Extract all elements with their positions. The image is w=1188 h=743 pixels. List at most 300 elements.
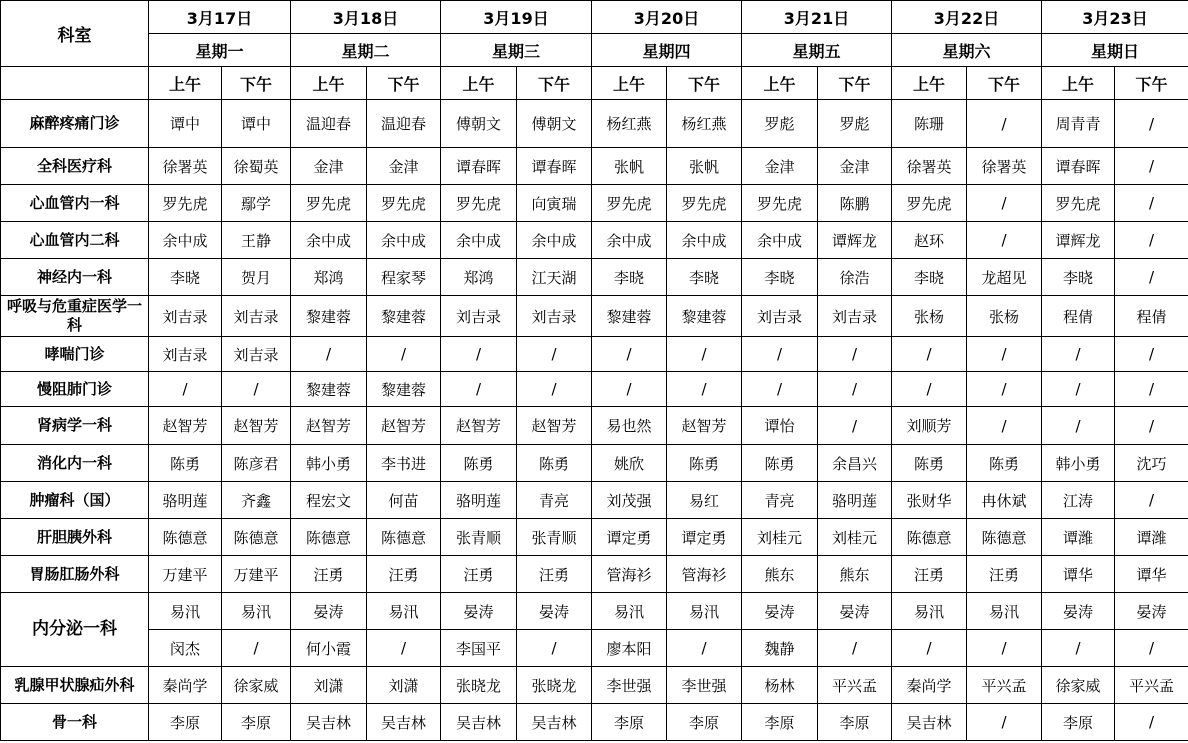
doctor-cell: /: [1115, 372, 1188, 407]
doctor-cell: 王静: [222, 222, 291, 259]
doctor-cell: 晏涛: [441, 593, 517, 630]
doctor-cell: 黎建蓉: [291, 372, 367, 407]
table-row: [1, 630, 1188, 667]
doctor-cell: /: [967, 372, 1042, 407]
doctor-cell: 陈勇: [667, 445, 742, 482]
doctor-cell: /: [291, 337, 367, 372]
doctor-cell: 程宏文: [291, 482, 367, 519]
doctor-cell: 谭春晖: [441, 148, 517, 185]
doctor-cell: 刘顺芳: [892, 407, 967, 445]
pm-header: 下午: [667, 67, 742, 100]
doctor-cell: /: [1042, 407, 1115, 445]
doctor-cell: 易汛: [149, 593, 222, 630]
doctor-cell: 刘桂元: [818, 519, 892, 556]
doctor-cell: /: [149, 372, 222, 407]
doctor-cell: 谭春晖: [1042, 148, 1115, 185]
weekday-header: 星期四: [592, 34, 742, 67]
doctor-cell: 姚欣: [592, 445, 667, 482]
doctor-cell: 晏涛: [291, 593, 367, 630]
doctor-cell: /: [367, 337, 441, 372]
pm-header: 下午: [517, 67, 592, 100]
doctor-cell: 陈勇: [441, 445, 517, 482]
doctor-cell: 张杨: [967, 296, 1042, 337]
doctor-cell: 何苗: [367, 482, 441, 519]
doctor-cell: 刘吉录: [441, 296, 517, 337]
doctor-cell: /: [667, 372, 742, 407]
doctor-cell: 韩小勇: [1042, 445, 1115, 482]
doctor-cell: 汪勇: [967, 556, 1042, 593]
doctor-cell: 赵智芳: [149, 407, 222, 445]
doctor-cell: /: [517, 630, 592, 667]
doctor-cell: 张晓龙: [517, 667, 592, 704]
doctor-cell: 刘吉录: [742, 296, 818, 337]
dept-name-cell: 心血管内二科: [1, 222, 149, 259]
doctor-cell: 张青顺: [441, 519, 517, 556]
doctor-cell: 周青青: [1042, 100, 1115, 148]
doctor-cell: 易汛: [367, 593, 441, 630]
doctor-cell: 余中成: [367, 222, 441, 259]
doctor-cell: 晏涛: [1115, 593, 1188, 630]
doctor-cell: 金津: [291, 148, 367, 185]
doctor-cell: 熊东: [818, 556, 892, 593]
table-row: [1, 337, 1188, 372]
doctor-cell: /: [967, 337, 1042, 372]
doctor-cell: 闵杰: [149, 630, 222, 667]
doctor-cell: 吴吉林: [367, 704, 441, 741]
doctor-cell: 陈德意: [149, 519, 222, 556]
dept-name-cell: 全科医疗科: [1, 148, 149, 185]
table-row: [1, 593, 1188, 630]
weekday-header-row: [1, 34, 1188, 67]
doctor-cell: /: [517, 337, 592, 372]
doctor-cell: 李晓: [892, 259, 967, 296]
doctor-cell: 刘吉录: [149, 337, 222, 372]
doctor-cell: 李原: [1042, 704, 1115, 741]
weekday-header: 星期日: [1042, 34, 1188, 67]
doctor-cell: 李晓: [149, 259, 222, 296]
doctor-cell: 徐署英: [149, 148, 222, 185]
doctor-cell: 平兴孟: [1115, 667, 1188, 704]
date-header: 3月20日: [592, 1, 742, 34]
dept-column-header: 科室: [1, 1, 149, 67]
doctor-cell: 徐蜀英: [222, 148, 291, 185]
dept-name-cell: 内分泌一科: [1, 593, 149, 667]
doctor-cell: /: [441, 337, 517, 372]
doctor-cell: 青亮: [517, 482, 592, 519]
pm-header: 下午: [967, 67, 1042, 100]
table-row: [1, 445, 1188, 482]
doctor-cell: 李原: [592, 704, 667, 741]
doctor-cell: 谭中: [149, 100, 222, 148]
doctor-cell: /: [1115, 148, 1188, 185]
doctor-cell: 罗先虎: [742, 185, 818, 222]
dept-name-cell: 呼吸与危重症医学一科: [1, 296, 149, 337]
table-row: [1, 407, 1188, 445]
doctor-cell: 刘桂元: [742, 519, 818, 556]
doctor-cell: 易也然: [592, 407, 667, 445]
doctor-cell: 黎建蓉: [291, 296, 367, 337]
doctor-cell: 管海衫: [667, 556, 742, 593]
doctor-cell: 李晓: [667, 259, 742, 296]
weekday-header: 星期二: [291, 34, 441, 67]
table-row: [1, 482, 1188, 519]
doctor-cell: 秦尚学: [892, 667, 967, 704]
doctor-cell: /: [967, 185, 1042, 222]
doctor-cell: 罗彪: [742, 100, 818, 148]
doctor-cell: 李原: [818, 704, 892, 741]
doctor-cell: 晏涛: [742, 593, 818, 630]
doctor-cell: 谭华: [1115, 556, 1188, 593]
doctor-cell: /: [1042, 372, 1115, 407]
doctor-cell: 汪勇: [441, 556, 517, 593]
doctor-cell: 魏静: [742, 630, 818, 667]
doctor-cell: 贺月: [222, 259, 291, 296]
table-row: [1, 185, 1188, 222]
doctor-cell: 易汛: [667, 593, 742, 630]
doctor-cell: 熊东: [742, 556, 818, 593]
doctor-cell: 吴吉林: [517, 704, 592, 741]
doctor-cell: /: [967, 630, 1042, 667]
doctor-cell: 吴吉林: [291, 704, 367, 741]
doctor-cell: 汪勇: [291, 556, 367, 593]
doctor-cell: 青亮: [742, 482, 818, 519]
doctor-cell: /: [517, 372, 592, 407]
doctor-cell: 赵智芳: [367, 407, 441, 445]
doctor-cell: /: [667, 337, 742, 372]
doctor-cell: 李世强: [592, 667, 667, 704]
doctor-cell: 廖本阳: [592, 630, 667, 667]
blank-header-cell: [1, 67, 149, 100]
date-header: 3月23日: [1042, 1, 1188, 34]
doctor-cell: 谭华: [1042, 556, 1115, 593]
doctor-cell: 谭中: [222, 100, 291, 148]
doctor-cell: 陈德意: [291, 519, 367, 556]
doctor-cell: 刘吉录: [517, 296, 592, 337]
doctor-cell: 陈德意: [367, 519, 441, 556]
date-header: 3月21日: [742, 1, 892, 34]
doctor-cell: 陈珊: [892, 100, 967, 148]
doctor-cell: 李原: [742, 704, 818, 741]
doctor-cell: 骆明莲: [441, 482, 517, 519]
doctor-cell: 万建平: [149, 556, 222, 593]
doctor-cell: /: [1115, 259, 1188, 296]
doctor-cell: 万建平: [222, 556, 291, 593]
date-header: 3月18日: [291, 1, 441, 34]
pm-header: 下午: [818, 67, 892, 100]
doctor-cell: 赵智芳: [441, 407, 517, 445]
doctor-cell: /: [742, 372, 818, 407]
doctor-cell: 陈勇: [892, 445, 967, 482]
doctor-cell: 齐鑫: [222, 482, 291, 519]
doctor-cell: 赵智芳: [667, 407, 742, 445]
dept-name-cell: 麻醉疼痛门诊: [1, 100, 149, 148]
doctor-cell: 李晓: [742, 259, 818, 296]
doctor-cell: 徐署英: [967, 148, 1042, 185]
doctor-cell: 余中成: [291, 222, 367, 259]
doctor-cell: /: [1042, 337, 1115, 372]
doctor-cell: 李国平: [441, 630, 517, 667]
doctor-cell: 易汛: [222, 593, 291, 630]
date-header: 3月22日: [892, 1, 1042, 34]
doctor-cell: /: [1115, 482, 1188, 519]
doctor-cell: 韩小勇: [291, 445, 367, 482]
doctor-cell: 汪勇: [517, 556, 592, 593]
doctor-cell: 赵智芳: [517, 407, 592, 445]
doctor-cell: 余中成: [592, 222, 667, 259]
am-header: 上午: [149, 67, 222, 100]
doctor-cell: 晏涛: [818, 593, 892, 630]
doctor-cell: 杨林: [742, 667, 818, 704]
weekday-header: 星期一: [149, 34, 291, 67]
doctor-cell: 黎建蓉: [592, 296, 667, 337]
doctor-cell: 赵环: [892, 222, 967, 259]
doctor-cell: 金津: [818, 148, 892, 185]
doctor-cell: 刘潇: [367, 667, 441, 704]
doctor-cell: 谭潍: [1115, 519, 1188, 556]
doctor-cell: /: [222, 372, 291, 407]
doctor-cell: 易汛: [892, 593, 967, 630]
doctor-cell: 温迎春: [291, 100, 367, 148]
table-row: [1, 100, 1188, 148]
doctor-cell: 张杨: [892, 296, 967, 337]
table-row: [1, 222, 1188, 259]
doctor-cell: 鄢学: [222, 185, 291, 222]
am-header: 上午: [291, 67, 367, 100]
doctor-cell: 龙超见: [967, 259, 1042, 296]
doctor-cell: 刘吉录: [818, 296, 892, 337]
table-row: [1, 148, 1188, 185]
doctor-cell: 汪勇: [367, 556, 441, 593]
dept-name-cell: 慢阻肺门诊: [1, 372, 149, 407]
dept-name-cell: 骨一科: [1, 704, 149, 741]
doctor-cell: 陈鹏: [818, 185, 892, 222]
doctor-cell: 刘吉录: [222, 296, 291, 337]
doctor-cell: 陈彦君: [222, 445, 291, 482]
doctor-cell: 金津: [742, 148, 818, 185]
doctor-cell: 赵智芳: [291, 407, 367, 445]
doctor-cell: 杨红燕: [592, 100, 667, 148]
doctor-cell: 晏涛: [517, 593, 592, 630]
doctor-cell: 汪勇: [892, 556, 967, 593]
table-row: [1, 519, 1188, 556]
dept-name-cell: 哮喘门诊: [1, 337, 149, 372]
doctor-cell: 谭潍: [1042, 519, 1115, 556]
doctor-cell: 余中成: [742, 222, 818, 259]
doctor-cell: 管海衫: [592, 556, 667, 593]
doctor-cell: 陈德意: [967, 519, 1042, 556]
doctor-cell: 刘茂强: [592, 482, 667, 519]
doctor-cell: 李原: [149, 704, 222, 741]
doctor-cell: 谭辉龙: [818, 222, 892, 259]
doctor-cell: 陈勇: [742, 445, 818, 482]
doctor-cell: 陈德意: [892, 519, 967, 556]
doctor-cell: 李书进: [367, 445, 441, 482]
doctor-cell: /: [1115, 630, 1188, 667]
doctor-cell: 李晓: [1042, 259, 1115, 296]
doctor-cell: 李原: [222, 704, 291, 741]
doctor-cell: 徐署英: [892, 148, 967, 185]
doctor-cell: /: [1115, 185, 1188, 222]
am-header: 上午: [441, 67, 517, 100]
doctor-cell: 李原: [667, 704, 742, 741]
doctor-cell: 陈勇: [517, 445, 592, 482]
schedule-body: [1, 100, 1188, 741]
doctor-cell: /: [1115, 222, 1188, 259]
doctor-cell: /: [892, 630, 967, 667]
doctor-cell: 程家琴: [367, 259, 441, 296]
doctor-cell: 吴吉林: [892, 704, 967, 741]
doctor-cell: /: [1115, 337, 1188, 372]
doctor-cell: 平兴孟: [818, 667, 892, 704]
doctor-cell: /: [967, 407, 1042, 445]
doctor-cell: 刘吉录: [149, 296, 222, 337]
date-header: 3月17日: [149, 1, 291, 34]
doctor-cell: /: [818, 337, 892, 372]
doctor-cell: 傅朝文: [517, 100, 592, 148]
doctor-cell: 傅朝文: [441, 100, 517, 148]
doctor-cell: 余中成: [517, 222, 592, 259]
doctor-cell: 余昌兴: [818, 445, 892, 482]
doctor-cell: 金津: [367, 148, 441, 185]
doctor-cell: /: [667, 630, 742, 667]
doctor-cell: 罗先虎: [367, 185, 441, 222]
doctor-cell: 晏涛: [1042, 593, 1115, 630]
doctor-cell: 徐浩: [818, 259, 892, 296]
doctor-cell: 罗先虎: [592, 185, 667, 222]
doctor-cell: /: [818, 372, 892, 407]
doctor-cell: 李晓: [592, 259, 667, 296]
doctor-cell: 程倩: [1115, 296, 1188, 337]
doctor-cell: 易红: [667, 482, 742, 519]
doctor-cell: 江涛: [1042, 482, 1115, 519]
doctor-cell: 谭春晖: [517, 148, 592, 185]
doctor-cell: /: [441, 372, 517, 407]
doctor-cell: /: [892, 337, 967, 372]
doctor-cell: /: [592, 372, 667, 407]
doctor-cell: 罗先虎: [291, 185, 367, 222]
doctor-cell: 易汛: [967, 593, 1042, 630]
doctor-cell: 罗先虎: [667, 185, 742, 222]
table-row: [1, 556, 1188, 593]
doctor-cell: 余中成: [149, 222, 222, 259]
table-row: [1, 704, 1188, 741]
doctor-cell: 余中成: [667, 222, 742, 259]
doctor-cell: /: [1115, 407, 1188, 445]
doctor-cell: /: [1115, 704, 1188, 741]
doctor-cell: 罗先虎: [149, 185, 222, 222]
doctor-cell: 张帆: [592, 148, 667, 185]
dept-name-cell: 胃肠肛肠外科: [1, 556, 149, 593]
doctor-cell: 谭定勇: [592, 519, 667, 556]
am-header: 上午: [1042, 67, 1115, 100]
doctor-cell: 平兴孟: [967, 667, 1042, 704]
doctor-cell: 郑鸿: [291, 259, 367, 296]
doctor-cell: 陈勇: [149, 445, 222, 482]
doctor-cell: 向寅瑞: [517, 185, 592, 222]
pm-header: 下午: [222, 67, 291, 100]
doctor-cell: 张晓龙: [441, 667, 517, 704]
doctor-cell: /: [967, 704, 1042, 741]
doctor-cell: 郑鸿: [441, 259, 517, 296]
doctor-cell: 骆明莲: [818, 482, 892, 519]
doctor-cell: 罗先虎: [1042, 185, 1115, 222]
dept-name-cell: 乳腺甲状腺疝外科: [1, 667, 149, 704]
doctor-cell: 徐家威: [1042, 667, 1115, 704]
doctor-cell: 刘吉录: [222, 337, 291, 372]
doctor-cell: /: [892, 372, 967, 407]
doctor-cell: 杨红燕: [667, 100, 742, 148]
doctor-cell: 程倩: [1042, 296, 1115, 337]
am-header: 上午: [742, 67, 818, 100]
doctor-cell: 赵智芳: [222, 407, 291, 445]
doctor-cell: 谭辉龙: [1042, 222, 1115, 259]
doctor-cell: 罗先虎: [892, 185, 967, 222]
pm-header: 下午: [1115, 67, 1188, 100]
doctor-cell: /: [367, 630, 441, 667]
doctor-cell: 罗先虎: [441, 185, 517, 222]
table-row: [1, 296, 1188, 337]
doctor-cell: 李世强: [667, 667, 742, 704]
doctor-cell: 江天湖: [517, 259, 592, 296]
doctor-cell: 谭怡: [742, 407, 818, 445]
table-row: [1, 259, 1188, 296]
doctor-cell: 何小霞: [291, 630, 367, 667]
doctor-cell: /: [818, 407, 892, 445]
doctor-cell: /: [592, 337, 667, 372]
weekday-header: 星期三: [441, 34, 592, 67]
doctor-cell: 黎建蓉: [367, 372, 441, 407]
date-header: 3月19日: [441, 1, 592, 34]
doctor-cell: 黎建蓉: [667, 296, 742, 337]
doctor-cell: /: [967, 222, 1042, 259]
dept-name-cell: 肿瘤科（国）: [1, 482, 149, 519]
doctor-cell: 黎建蓉: [367, 296, 441, 337]
doctor-cell: 张财华: [892, 482, 967, 519]
doctor-cell: 张帆: [667, 148, 742, 185]
dept-name-cell: 心血管内一科: [1, 185, 149, 222]
doctor-cell: 罗彪: [818, 100, 892, 148]
am-header: 上午: [592, 67, 667, 100]
doctor-cell: 陈德意: [222, 519, 291, 556]
doctor-cell: 谭定勇: [667, 519, 742, 556]
doctor-cell: 吴吉林: [441, 704, 517, 741]
dept-name-cell: 消化内一科: [1, 445, 149, 482]
doctor-cell: /: [967, 100, 1042, 148]
doctor-cell: 余中成: [441, 222, 517, 259]
doctor-cell: /: [222, 630, 291, 667]
date-header-row: [1, 1, 1188, 34]
doctor-cell: /: [1042, 630, 1115, 667]
am-header: 上午: [892, 67, 967, 100]
doctor-cell: 张青顺: [517, 519, 592, 556]
doctor-cell: 陈勇: [967, 445, 1042, 482]
table-row: [1, 372, 1188, 407]
weekday-header: 星期五: [742, 34, 892, 67]
dept-name-cell: 神经内一科: [1, 259, 149, 296]
doctor-cell: /: [1115, 100, 1188, 148]
doctor-cell: 骆明莲: [149, 482, 222, 519]
doctor-cell: 温迎春: [367, 100, 441, 148]
halfday-header-row: [1, 67, 1188, 100]
weekday-header: 星期六: [892, 34, 1042, 67]
doctor-cell: 刘潇: [291, 667, 367, 704]
pm-header: 下午: [367, 67, 441, 100]
doctor-cell: 沈巧: [1115, 445, 1188, 482]
dept-name-cell: 肾病学一科: [1, 407, 149, 445]
doctor-cell: 徐家威: [222, 667, 291, 704]
doctor-cell: /: [818, 630, 892, 667]
doctor-cell: 易汛: [592, 593, 667, 630]
